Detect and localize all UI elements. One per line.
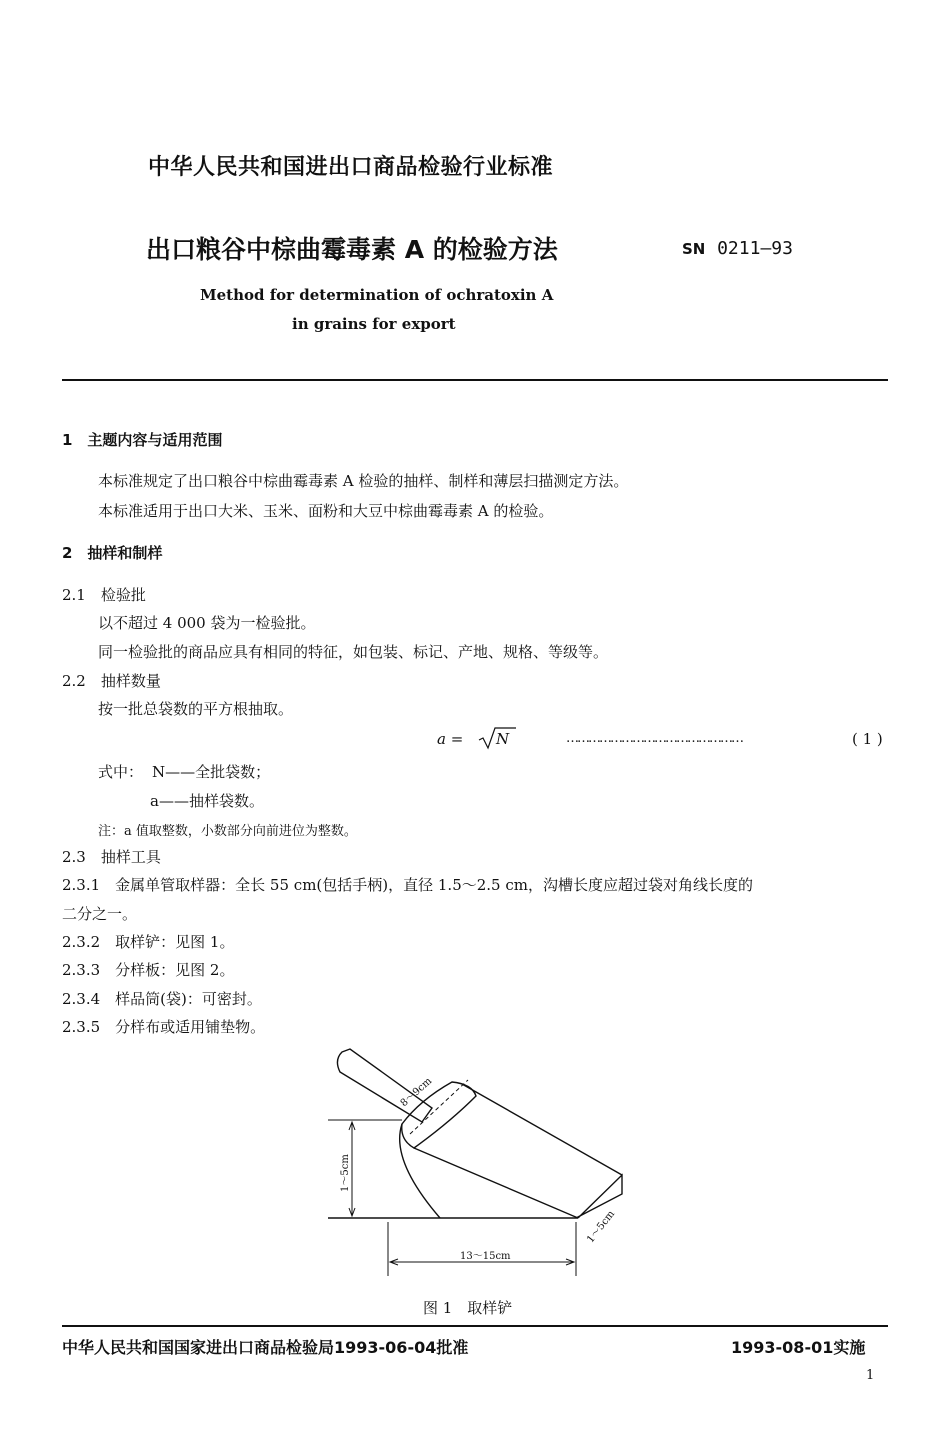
- scoop-body-edge: [414, 1148, 578, 1218]
- page-number: 1: [866, 1368, 875, 1383]
- scoop-bottom-curve: [400, 1124, 440, 1218]
- section-2-3-heading: 2.3 抽样工具: [62, 848, 161, 866]
- figure-1: [320, 1040, 640, 1285]
- document-title-cn: 出口粮谷中棕曲霉毒素 A 的检验方法: [146, 235, 558, 264]
- section-2-2-line-1: 按一批总袋数的平方根抽取。: [98, 700, 294, 718]
- section-2-1-line-1: 以不超过 4 000 袋为一检验批。: [98, 614, 316, 632]
- formula-lhs: a =: [437, 730, 464, 748]
- section-2-heading: 2 抽样和制样: [62, 544, 163, 562]
- section-2-3-4: 2.3.4 样品筒(袋)：可密封。: [62, 990, 262, 1008]
- standard-code: [682, 238, 793, 259]
- formula-number: ( 1 ): [852, 730, 883, 748]
- scoop-end-face: [576, 1175, 622, 1218]
- figure-1-caption: 图 1 取样铲: [423, 1299, 513, 1317]
- where-a: a——抽样袋数。: [150, 792, 264, 810]
- section-2-3-1-line-1: 2.3.1 金属单管取样器：全长 55 cm(包括手柄)，直径 1.5～2.5 cm，沟槽长度应超过袋对角线长度的: [62, 876, 753, 894]
- section-2-3-1-line-2: 二分之一。: [62, 905, 138, 923]
- figure-label-side: 1～5cm: [585, 1208, 618, 1246]
- scoop-top-edge: [462, 1084, 622, 1175]
- note: 注：a 值取整数，小数部分向前进位为整数。: [98, 824, 357, 839]
- section-2-3-3: 2.3.3 分样板：见图 2。: [62, 961, 235, 979]
- approval-statement: 中华人民共和国国家进出口商品检验局1993-06-04批准: [62, 1338, 469, 1357]
- header-divider: [62, 379, 888, 381]
- where-label: 式中：: [98, 763, 144, 781]
- section-1-heading: 1 主题内容与适用范围: [62, 431, 223, 449]
- standard-code-number: 0211—93: [717, 238, 793, 259]
- standard-code-prefix: SN: [682, 240, 706, 258]
- formula-sqrt: [478, 726, 518, 750]
- footer-divider: [62, 1325, 888, 1327]
- section-1-para-1: 本标准规定了出口粮谷中棕曲霉毒素 A 检验的抽样、制样和薄层扫描测定方法。: [98, 472, 629, 490]
- section-2-2-heading: 2.2 抽样数量: [62, 672, 161, 690]
- formula-leader-dots: …………………………………………: [566, 731, 742, 746]
- effective-date: 1993-08-01实施: [731, 1338, 866, 1357]
- figure-label-height: 1～5cm: [340, 1154, 351, 1192]
- figure-label-length: 13～15cm: [460, 1251, 511, 1262]
- section-1-para-2: 本标准适用于出口大米、玉米、面粉和大豆中棕曲霉毒素 A 的检验。: [98, 502, 554, 520]
- section-2-3-2: 2.3.2 取样铲：见图 1。: [62, 933, 235, 951]
- industry-standard-heading: 中华人民共和国进出口商品检验行业标准: [148, 155, 554, 180]
- section-2-1-line-2: 同一检验批的商品应具有相同的特征，如包装、标记、产地、规格、等级等。: [98, 643, 609, 661]
- formula-rhs: N: [496, 730, 510, 748]
- section-2-1-heading: 2.1 检验批: [62, 586, 146, 604]
- where-n: N——全批袋数；: [152, 763, 271, 781]
- figure-label-width: 8～9cm: [398, 1075, 435, 1110]
- document-title-en-line2: in grains for export: [292, 315, 456, 333]
- document-title-en-line1: Method for determination of ochratoxin A: [200, 286, 554, 304]
- section-2-3-5: 2.3.5 分样布或适用铺垫物。: [62, 1018, 266, 1036]
